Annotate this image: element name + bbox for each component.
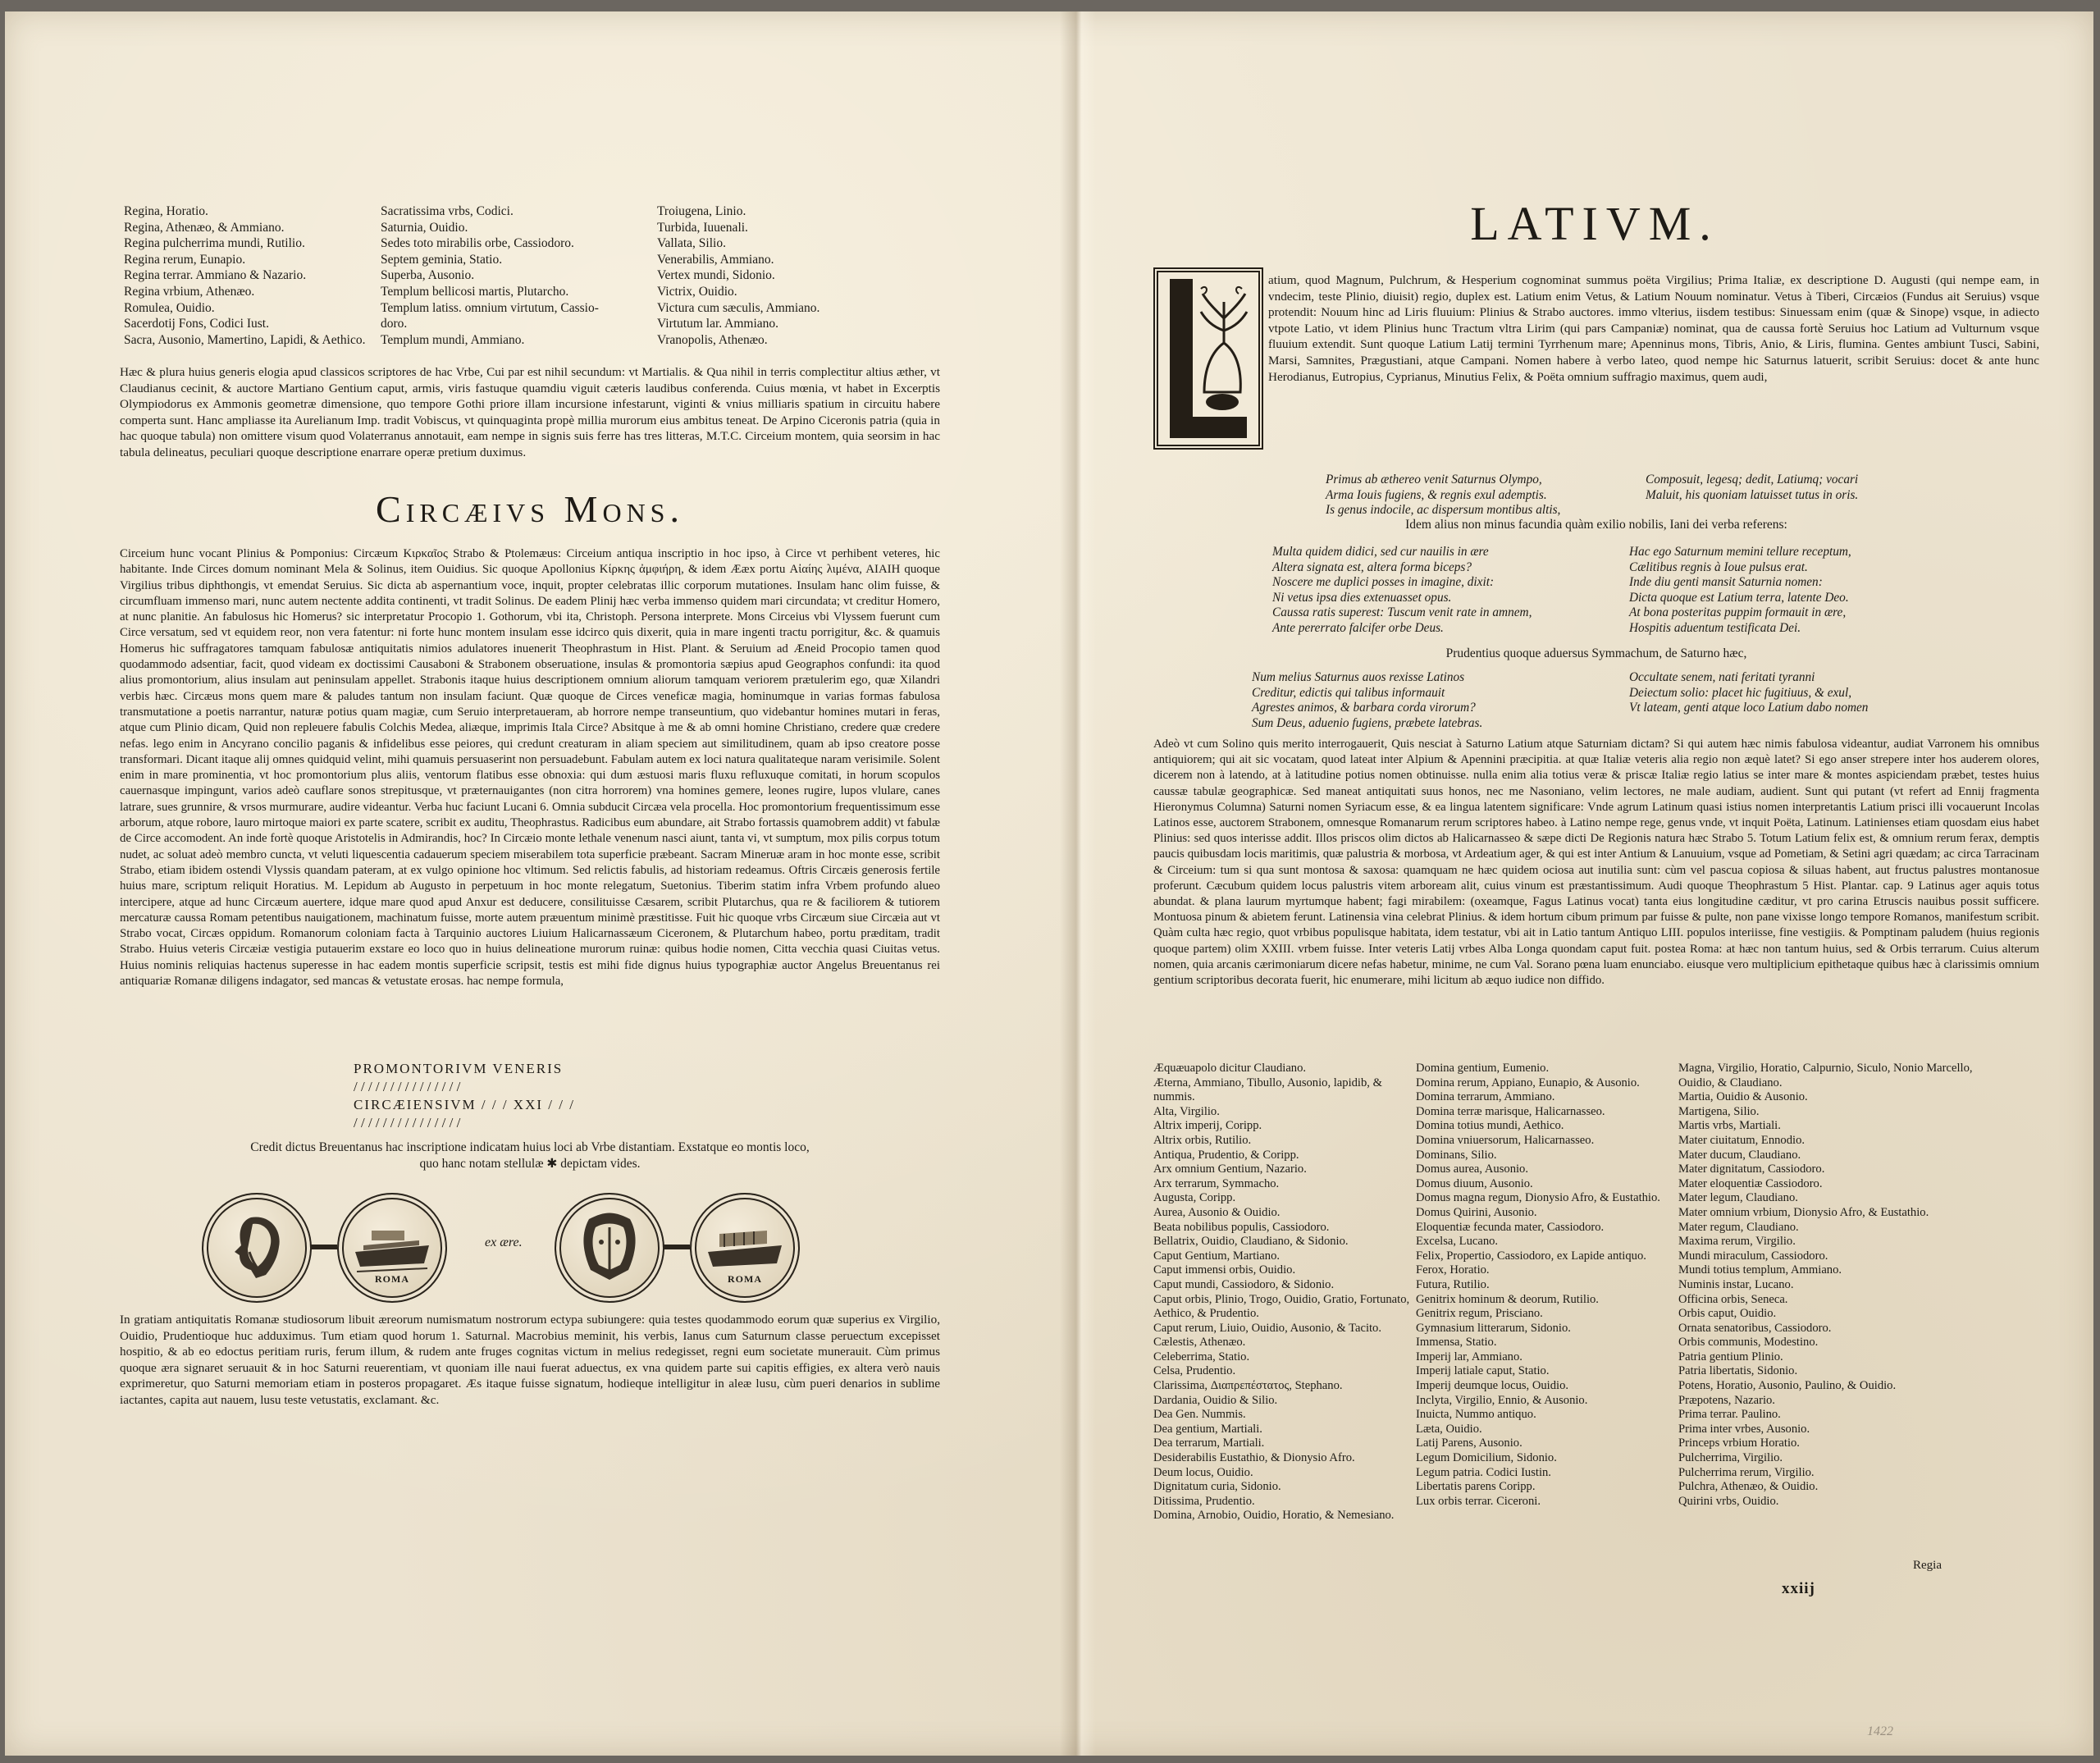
epithet-column-2 <box>381 203 599 348</box>
circaeius-heading: Circæivs Mons. <box>376 488 684 530</box>
epithet-list-item: Martis vrbs, Martiali. <box>1678 1119 1781 1133</box>
verse-line: Occultate senem, nati feritati tyranni <box>1629 670 1815 684</box>
epithet-list-item: Dea gentium, Martiali. <box>1153 1422 1262 1436</box>
janus-head-coin-left <box>202 1193 312 1303</box>
epithet-list-column-1 <box>1153 1062 1432 1523</box>
latium-main-text <box>1153 737 2039 989</box>
epithet-list-item: Domina vniuersorum, Halicarnasseo. <box>1416 1133 1595 1147</box>
epithet-list-item: Dominans, Silio. <box>1416 1148 1497 1162</box>
epithet-list-item: Ornata senatoribus, Cassiodoro. <box>1678 1321 1832 1335</box>
epithet-list-item: Domina terræ marisque, Halicarnasseo. <box>1416 1104 1605 1118</box>
bearded-head-icon <box>203 1194 310 1301</box>
verse-line: Multa quidem didici, sed cur nauilis in ære <box>1272 545 1489 559</box>
verse-line: Deiectum solio: placet hic fugitiuus, & exul, <box>1629 685 1852 700</box>
epithet-list-item: Numinis instar, Lucano. <box>1678 1277 1794 1291</box>
verse-block-2-left <box>1272 545 1532 636</box>
epithet-list-item: Princeps vrbium Horatio. <box>1678 1436 1800 1450</box>
epithet-list-item: Gymnasium litterarum, Sidonio. <box>1416 1321 1571 1335</box>
epithet-list-item: Lux orbis terrar. Ciceroni. <box>1416 1494 1541 1508</box>
epithet-line: Vranopolis, Athenæo. <box>657 332 768 347</box>
epithet-list-item: Mater regum, Claudiano. <box>1678 1220 1799 1234</box>
epithet-list-item: Caput orbis, Plinio, Trogo, Ouidio, Gratio, Fortunato, Aethico, & Prudentio. <box>1153 1292 1410 1321</box>
pencil-annotation: 1422 <box>1867 1724 1893 1738</box>
epithet-line: Vertex mundi, Sidonio. <box>657 268 775 283</box>
coin-legend-roma-2: ROMA <box>728 1273 762 1285</box>
epithet-line: Sacerdotij Fons, Codici Iust. <box>124 317 269 331</box>
epithet-list-item: Mundi miraculum, Cassiodoro. <box>1678 1249 1828 1263</box>
inscription-line-2: / / / / / / / / / / / / / / / <box>354 1079 461 1094</box>
epithet-list-item: Libertatis parens Coripp. <box>1416 1480 1536 1494</box>
folio-number: xxiij <box>1782 1580 1815 1597</box>
intro-paragraph <box>120 364 940 461</box>
verse-line: Arma Iouis fugiens, & regnis exul ademptis. <box>1326 487 1547 502</box>
epithet-line: Troiugena, Linio. <box>657 204 746 218</box>
epithet-list-item: Altrix orbis, Rutilio. <box>1153 1133 1252 1147</box>
inscription-caption-line-1: Credit dictus Breuentanus hac inscriptione indicatam huius loci ab Vrbe distantiam. Exstatque eo montis loco, <box>250 1140 810 1154</box>
verse-line: Inde diu genti mansit Saturnia nomen: <box>1629 575 1823 589</box>
epithet-list-item: Bellatrix, Ouidio, Claudiano, & Sidonio. <box>1153 1235 1349 1249</box>
epithet-line: Sedes toto mirabilis orbe, Cassiodoro. <box>381 236 574 251</box>
epithet-list-item: Genitrix hominum & deorum, Rutilio. <box>1416 1292 1599 1306</box>
verse-line: Altera signata est, altera forma biceps? <box>1272 560 1472 574</box>
verse-line: At bona posteritas puppim formauit in ære, <box>1629 605 1847 619</box>
intro-paragraph-text: Hæc & plura huius generis elogia apud classicos scriptores de hac Vrbe, Cui par est nihil secundum: vt Martialis. & Qua nihil in terris complectitur altius æther, vt Claudianus cecinit, & auctore Martiano Gentium caput, armis, viris fastuque quamdiu viguit cæteris laudibus conferenda. Cuius mœnia, vt habet in Excerptis Olympiodorus ex Ammonis geometræ dimensione, quo tempore Gothi priore illam incursione infestarunt, viginti & vnius milliaris spatium in circuitu habere comperta sunt. Hanc ampliasse ita Aurelianum Imp. tradit Vobiscus, vt quinquaginta propè millia murorum eius ambitus teneat. De Arpino Ciceronis patria (quia in hac quoque tabula) non omittere visum quod Volaterranus annotauit, eam nempe in signis suis ferre has tres litteras, M.T.C. Circeium montem, quia seorsim in hac tabula delineatus, peculiari quoque descriptione enarrare operæ pretium duximus. <box>120 365 940 459</box>
epithet-list-item: Excelsa, Lucano. <box>1416 1235 1499 1249</box>
epithet-list-item: Cælestis, Athenæo. <box>1153 1336 1246 1350</box>
epithet-list-item: Mundi totius templum, Ammiano. <box>1678 1263 1842 1277</box>
verse-line: Noscere me duplici posses in imagine, dixit: <box>1272 575 1495 589</box>
epithet-list-item: Ferox, Horatio. <box>1416 1263 1490 1277</box>
epithet-list-item: Mater ciuitatum, Ennodio. <box>1678 1133 1806 1147</box>
epithet-list-item: Præpotens, Nazario. <box>1678 1393 1775 1407</box>
verse-line: Ni vetus ipsa dies extenuasset opus. <box>1272 590 1452 605</box>
epithet-list-item: Arx terrarum, Symmacho. <box>1153 1176 1280 1190</box>
epithet-list-item: Caput Gentium, Martiano. <box>1153 1249 1281 1263</box>
epithet-line: Victrix, Ouidio. <box>657 284 737 299</box>
verse-block-3-right <box>1629 670 1868 716</box>
epithet-list-item: Dea terrarum, Martiali. <box>1153 1436 1265 1450</box>
epithet-list-item: Caput immensi orbis, Ouidio. <box>1153 1263 1296 1277</box>
epithet-list-item: Magna, Virgilio, Horatio, Calpurnio, Siculo, Nonio Marcello, Ouidio, & Claudiano. <box>1678 1062 1973 1089</box>
epithet-list-item: Pulchra, Athenæo, & Ouidio. <box>1678 1480 1819 1494</box>
epithet-list-item: Orbis caput, Ouidio. <box>1678 1307 1777 1321</box>
epithet-list-item: Domus magna regum, Dionysio Afro, & Eustathio. <box>1416 1191 1660 1205</box>
epithet-list-item: Domina terrarum, Ammiano. <box>1416 1090 1555 1104</box>
epithet-list-item: Orbis communis, Modestino. <box>1678 1336 1819 1350</box>
epithet-line: Regina vrbium, Athenæo. <box>124 284 255 299</box>
epithet-list-item: Prima inter vrbes, Ausonio. <box>1678 1422 1810 1436</box>
epithet-list-item: Antiqua, Prudentio, & Coripp. <box>1153 1148 1299 1162</box>
epithet-list-item: Felix, Propertio, Cassiodoro, ex Lapide antiquo. <box>1416 1249 1646 1263</box>
epithet-list-item: Mater omnium vrbium, Dionysio Afro, & Eustathio. <box>1678 1205 1929 1219</box>
center-fold <box>1060 11 1096 1756</box>
epithet-line: Regina rerum, Eunapio. <box>124 252 246 267</box>
circaeius-main-text-body: Circeium hunc vocant Plinius & Pomponius: Circæum Κιρκαῖος Strabo & Ptolemæus: Circeium antiqua inscriptio in hoc ipso, à Circe vt perhibent veteres, hic habitante. Inde Circes domum nominant Mela & Solinus, item Ouidius. Sic quoque Apollonius Κίρκης ἀμφιήρη, & idem Ææx portu Αἰαίης λιμένα, ΑΙΑΙΗ quoque Virgilius tribus diphthongis, vt emendat Seruius. Sic dicta ab aspernantium voce, inquit, propter celebratas illic corporum mutationes. Insulam hanc olim fuisse, & circumfluam immenso mari, nunc autem nectente addita continenti, vt tradit Solinus. De eadem Plinij hæc verba immenso quidem mari circundata; vt creditur Homero, at nunc planitie. An fabulosus hic Homerus? sic interpretatur Procopio 1. Gothorum, vbi ita, Christoph. Persona interprete. Mons Circeius vbi Vlyssem fuerunt cum Circe versatum, sed vt equidem reor, non vera fatentur: ni forte hunc montem insulam esse idcirco quis dixerit, quia in mare ingenti tractu porrigitur, &c. & quamuis Homerus hic suffragatores tamquam fabulosæ antiquitatis nimios adulatores inuenerit Theophrastum in Hist. Plant. & Seruium ad Æneid Procopio tamen quod quodammodo adsentiar, facit, quod videam ex doctissimi Causaboni & Strabonem obseruatione, insulas & promontoria sæpius apud Geographos confundi: ita quod alius promontorium, alius insulam aut peninsulam appellet. Strabonis itaque huius descriptionem omnium aliorum tamquam veriorem prætulerim ego, quæ Xilandri verbis hæc. Circæus mons quem mare & paludes tantum non insulam faciunt. Quæ quoque de Circes veneficæ magia, hominumque in varias formas fabulosa transmutatione a poetis narrantur, naturæ potius quam magiæ, cum Seruio interpretaueram, ab horrore nempe transeuntium, quo videbantur homines mutari in feras, atque cum Plinio dicam, Quid non repleuere fabulis Colchis Medea, aliæque, imprimis Itala Circe? Absitque à me & ab omni homine Christiano, credere quæ credere nefas. lego enim in Ancyrano concilio paganis & infidelibus esse peiores, qui credunt creaturam in aliam speciem aut similitudinem, quam ab ipso creatore posse transformari. Dicant itaque alij omnes quidquid velint, mihi quamuis persuaserint non persuadebunt. Fabulam autem ex loci natura qualitateque naram verisimile. Solent enim in mare prominentia, vt hoc promontorium plus aliis, ventorum flatibus esse obnoxia: qui dum æstuosi maris fluxu refluxuque comitati, in horum scopulos cauernasque impingunt, varios adeò cauflare sonos strepitusque, vt præternauigantes (non citra horrorem) vna homines gemere, leones rugire, lupos vlulare, canes latrare, sues grunnire, & vrsos murmurare, audire videantur. Verba huc faciunt Lucani 6. Omnia subducit Circæa vela procella. Hoc promontorium frequentissimum esse arborum, atque robore, lauro mirtoque maiori ex parte scatere, scribit ex auditu, Theophrastus. Radicibus eum abundare, ait Strabo fortassis quamobrem addit) vt fabulæ de Circe accomodent. An inde fortè quoque Aristotelis in Admirandis, hoc? In Circæio monte lethale venenum nasci aiunt, tanta vi, vt sumptum, mox pilis corpus totum nudet, ac soluat adeò membro cuncta, vt veluti liquescentia cadauerum speciem miserabilem tota superficie præbeant. Sacram Mineruæ aram in hoc monte esse, scribit Strabo, etiam ibidem ostendi Vlyssis quandam pateram, at ex vulgo opinione hoc vltimum. Sed relictis fabulis, ad historiam redeamus. Oftris Circæis generosis fertile huius mare, scriptum reliquit Horatius. M. Lepidum ab Augusto in perpetuum in hoc monte relegatum, Suetonius. Tiberim statim infra Vrbem profundo alueo intercipere, atque ad hunc Circæum auertere, idque mare quod apud Anxur est deducere, consilituisse Cæsarem, scribit Plutarchus, qua re & faciliorem & tutiorem mercaturæ caussa Romam petentibus nauigationem, machinatum fuisse, morte autem præuentum minimè præstitisse. Fuit hic quoque vrbs Circæum siue Circæia aut vt Strabo vocat, Circæs oppidum. Romanorum coloniam facta à Tarquinio auctores Liuium Halicarnassæum Ciceronem, & Plutarchum habeo, portu præditam, tradit Strabo. Huius veteris Circæiæ vestigia putauerim exstare eo loco quo in huius delineatione murorum ruinæ: quibus hodie nomen, Citta vecchia quasi Ciuitas vetus. Huius nominis reliquias hactenus superesse in hac eadem montis superficie scripsit, testis est mihi fide dignus huius typographiæ auctor Angelus Breuentanus rei antiquariæ Romanæ diligens indagator, sed mancas & vetustate erosas. hac nempe formula, <box>120 547 940 989</box>
epithet-line: Regina terrar. Ammiano & Nazario. <box>124 268 307 283</box>
epithet-line: Venerabilis, Ammiano. <box>657 252 774 267</box>
prow-coin-left <box>337 1193 447 1303</box>
epithet-list-item: Æquæuapolo dicitur Claudiano. <box>1153 1062 1307 1075</box>
epithet-list-item: Domus diuum, Ausonio. <box>1416 1176 1533 1190</box>
roma-epithets-continued <box>120 203 940 355</box>
inscription-line-4: / / / / / / / / / / / / / / / <box>354 1115 461 1130</box>
epithet-list-item: Celsa, Prudentio. <box>1153 1364 1236 1378</box>
catchword: Regia <box>1913 1559 1942 1572</box>
epithet-list-item: Inclyta, Virgilio, Ennio, & Ausonio. <box>1416 1393 1588 1407</box>
epithet-list-item: Domus aurea, Ausonio. <box>1416 1162 1529 1176</box>
epithet-list-item: Patria gentium Plinio. <box>1678 1350 1783 1363</box>
epithet-line: Septem geminia, Statio. <box>381 252 503 267</box>
epithet-list-item: Futura, Rutilio. <box>1416 1277 1490 1291</box>
epithet-list-item: Aurea, Ausonio & Ouidio. <box>1153 1205 1281 1219</box>
latium-intro-text <box>1268 272 2039 385</box>
epithet-line: Romulea, Ouidio. <box>124 300 215 315</box>
coin-legend-roma-1: ROMA <box>375 1273 409 1285</box>
left-page <box>5 11 1060 1756</box>
epithet-list-item: Martia, Ouidio & Ausonio. <box>1678 1090 1808 1104</box>
epithet-list-item: Clarissima, Διαπρεπέστατος, Stephano. <box>1153 1379 1343 1393</box>
epithet-list-item: Dardania, Ouidio & Silio. <box>1153 1393 1278 1407</box>
epithet-list-item: Caput mundi, Cassiodoro, & Sidonio. <box>1153 1277 1335 1291</box>
epithet-list-item: Mater dignitatum, Cassiodoro. <box>1678 1162 1825 1176</box>
epithet-list-item: Domina, Arnobio, Ouidio, Horatio, & Nemesiano. <box>1153 1509 1395 1523</box>
epithet-line: Regina pulcherrima mundi, Rutilio. <box>124 236 305 251</box>
inscription-line-3: CIRCÆIENSIVM / / / XXI / / / <box>354 1097 575 1112</box>
epithet-line: Saturnia, Ouidio. <box>381 220 468 235</box>
epithet-list-item: Genitrix regum, Prisciano. <box>1416 1307 1543 1321</box>
epithet-list-item: Legum patria. Codici Iustin. <box>1416 1465 1551 1479</box>
epithet-list-item: Inuicta, Nummo antiquo. <box>1416 1408 1536 1422</box>
iani-intro-line: Idem alius non minus facundia quàm exilio nobilis, Iani dei verba referens: <box>1405 518 1787 532</box>
coin-illustrations <box>202 1193 858 1304</box>
epithet-list-item: Immensa, Statio. <box>1416 1336 1497 1350</box>
verse-line: Primus ab æthereo venit Saturnus Olympo, <box>1326 473 1542 486</box>
epithet-list-item: Eloquentiæ fecunda mater, Cassiodoro. <box>1416 1220 1605 1234</box>
epithet-list-item: Martigena, Silio. <box>1678 1104 1760 1118</box>
latium-intro-text-body: atium, quod Magnum, Pulchrum, & Hesperium cognominat summus poëta Virgilius; Prima Italiæ, ex descriptione D. Augusti (qui nempe eam, in vndecim, teste Plinio, diuisit) regio, duplex est. Latium enim Vetus, & Latium Nouum nominatur. Vetus à Tiberi, Circæios (Fundus ait Seruius) vsque protendit: Nouum hinc ad Liris fluuium: Plinius & Strabo auctores. immo vlterius, iisdem testibus: Sinuessam enim (quæ & Sinope) vsque, in adiecto vtpote Latio, vt idem Plinius hunc Tractum vltra Lirim (qui pars Campaniæ) nominat, qua de caussa fortè Seruius hoc Latium ad Vulturnum vsque fluuium extendit. Sunt quoque Latium Latij termini Tyrrhenum mare; Apenninus mons, Tibris, Anio, & Liris, flumina. Gentes ambiunt Tusci, Sabini, Marsi, Samnites, Prægustiani, atque Campani. Nomen habere à verbo lateo, quod nempe hic Saturnus latuerit, scribit Seruius: docet & ante hunc Herodianus, Eutropius, Cyprianus, Minutius Felix, & Poëta omnium suffragio maximus, quem audi, <box>1268 273 2039 384</box>
ex-aere-label: ex ære. <box>485 1235 523 1249</box>
epithet-list-item: Domina gentium, Eumenio. <box>1416 1062 1550 1075</box>
verse-line: Ante pererrato falcifer orbe Deus. <box>1272 620 1444 635</box>
epithet-list-item: Caput rerum, Liuio, Ouidio, Ausonio, & Tacito. <box>1153 1321 1381 1335</box>
janus-head-coin-right <box>555 1193 664 1303</box>
verse-line: Cælitibus regnis à Ioue pulsus erat. <box>1629 560 1808 574</box>
prow-coin-right <box>690 1193 800 1303</box>
epithet-list-item: Mater ducum, Claudiano. <box>1678 1148 1801 1162</box>
roma-epithets-list <box>1153 1062 2064 1554</box>
closing-paragraph <box>120 1312 940 1409</box>
verse-line: Agrestes animos, & barbara corda virorum? <box>1252 701 1476 715</box>
verse-line: Sum Deus, aduenio fugiens, præbete latebras. <box>1252 715 1483 730</box>
verse-block-1-right <box>1646 473 1858 503</box>
epithet-list-item: Officina orbis, Seneca. <box>1678 1292 1788 1306</box>
verse-line: Num melius Saturnus auos rexisse Latinos <box>1252 670 1465 684</box>
epithet-list-item: Domina rerum, Appiano, Eunapio, & Ausonio. <box>1416 1076 1640 1089</box>
epithet-list-item: Deum locus, Ouidio. <box>1153 1465 1253 1479</box>
epithet-list-item: Imperij lar, Ammiano. <box>1416 1350 1522 1363</box>
epithet-list-item: Celeberrima, Statio. <box>1153 1350 1250 1363</box>
epithet-line: Regina, Horatio. <box>124 204 208 218</box>
epithet-list-item: Æterna, Ammiano, Tibullo, Ausonio, lapidib, & <box>1153 1076 1382 1089</box>
closing-paragraph-text: In gratiam antiquitatis Romanæ studiosorum libuit æreorum numismatum nostrorum ectypa subiungere: quia testes quodammodo eorum quæ superius ex Virgilio, Ouidio, Prudentioque huc adduximus. Tum etiam quod horum 1. Saturnal. Macrobius meminit, his verbis, Ianus cum Saturnum classe peruectum excepisset hospitio, & ab eo edoctus peritiam ruris, ferum illum, & rudem ante fruges cognitas victum in melius redegisset, regni eum societate munerauit. Cùm primus quoque æra signaret seruauit & in hoc Saturni reuerentiam, vt quoniam ille naui fuerat aduectus, ex vna quidem parte sui capitis effigies, ex altera verò nauis exprimeretur, quo Saturni memoriam etiam in posteros propagaret. Æs itaque fuisse signatum, hodieque intelligitur in aleæ lusu, cùm pueri denarios in sublime iactantes, capita aut nauem, lusu teste vetustatis, exclamant. &c. <box>120 1313 940 1407</box>
latium-main-text-body: Adeò vt cum Solino quis merito interrogauerit, Quis nesciat à Saturno Latium atque Saturniam dictam? Si qui autem hæc nimis fabulosa videantur, audiat Varronem his omnibus antiquiorem; qui ait sic vocatam, quod lateat inter Alpium & Apennini præcipitia. at quæ Italiæ veteris alia regio non æquè latet? Si ego anser strepere inter hos auderem olores, dicerem non à latendo, at à latitudine potius nomen obtinuisse. nulla enim alia totius veræ & priscæ Italiæ regio latius se inter mare & montes aspiciendam præbet, testes huius caussæ tabulæ geographicæ. Sed maneat antiquitati suus honos, nec me Nasoniano, velim lectores, ne male audiam, audient. Sunt qui putant (vt refert ad Ennij fragmenta Hieronymus Columna) Saturni nomen Syriacum esse, & ea lingua latentem significare: Vnde agrum Latinum quasi istius nomen interpretantis Latium prisci illi vocauerunt Incolas Latinos esse, auctorem Strabonem, omnesque Romanarum rerum scriptores habeo. à Latino nempe rege, genus vnde, vt inquit Poëta, Latinum. Latinienses etiam quosdam eius habet Plinius: sed quos interisse addit. Illos priscos olim dictos ab Halicarnasseo & sæpe dicti De Regionis natura hæc Strabo 5. Totum Latium felix est, & omnium rerum ferax, demptis paucis quibusdam locis maritimis, quæ palustria & morbosa, vt Ardeatium ager, & qui est inter Antium & Lanuuium, vsque ad Pometiam, & Setini agri quædam; ac circa Tarracinam & Circeium: tum si qua sunt montosa & saxosa: quamquam ne hæc quidem ociosa aut inutilia sunt: cùm vel pascua copiosa & siluas habent, aut fructus palustres montanosue proferunt. Cæcubum quidem locus palustris vitem arboream alit, cuius vinum est præstantissimum. Audi quoque Theophrastum 5 Hist. Plantar. cap. 9 Latinus ager aquis totus abundat. & plana laurum myrtumque habent; fagi mirabilem: (oxeamque, Fagus Latinus vocat) tanta eius longitudine cæditur, vt pro carina Etruscis nauibus possit sufficere. Montuosa pinum & abietem ferunt. Latinensia vina celebrat Plinius. & idem hortum cibum primum par fuisse & pulte, non pane vixisse longo tempore Romanos, manifestum scribit. Quàm culta hæc regio, quot vrbibus populisque habitata, idem testatur, vbi ait in Latio tantum Antiquo LIII. populos interiisse, fine vestigiis. & Pomptinam paludem (huius regionis quoque partem) olim XXIII. vrbem fuisse. Inter veteris Latij vrbes Alba Longa quondam caput fuit. postea Roma: at hæc non tantum huius, sed & Orbis terrarum. Cuius alterum nomen, quia arcanis cærimoniarum dicere nefas habetur, minime, ne cum Val. Sorano pœna luam enunciabo. eiusque vero multiplicium epithetaque quibus hæc à clarissimis omnium gentium scriptoribus decorata fuerit, hic enumerare, mihi licitum ab æquo iudice non diffido. <box>1153 738 2039 988</box>
verse-line: Hac ego Saturnum memini tellure receptum, <box>1629 545 1851 559</box>
epithet-list-item: Potens, Horatio, Ausonio, Paulino, & Ouidio. <box>1678 1379 1897 1393</box>
epithet-line: Templum bellicosi martis, Plutarcho. <box>381 284 569 299</box>
epithet-list-item: Augusta, Coripp. <box>1153 1191 1236 1205</box>
inscription-caption-line-2: quo hanc notam stellulæ ✱ depictam vides. <box>419 1157 641 1171</box>
epithet-list-item: nummis. <box>1153 1090 1195 1104</box>
epithet-list-item: Domus Quirini, Ausonio. <box>1416 1205 1537 1219</box>
epithet-list-item: Imperij deumque locus, Ouidio. <box>1416 1379 1569 1393</box>
epithet-list-item: Prima terrar. Paulino. <box>1678 1408 1781 1422</box>
epithet-list-item: Patria libertatis, Sidonio. <box>1678 1364 1798 1378</box>
epithet-list-item: Arx omnium Gentium, Nazario. <box>1153 1162 1307 1176</box>
prudentius-intro-line: Prudentius quoque aduersus Symmachum, de Saturno hæc, <box>1445 646 1747 660</box>
verse-block-2-right <box>1629 545 1851 636</box>
epithet-list-item: Altrix imperij, Coripp. <box>1153 1119 1262 1133</box>
verse-block-3-left <box>1252 670 1482 731</box>
verse-line: Caussa ratis superest: Tuscum venit rate in amnem, <box>1272 605 1532 619</box>
epithet-list-item: Dignitatum curia, Sidonio. <box>1153 1480 1281 1494</box>
epithet-line: Superba, Ausonio. <box>381 268 475 283</box>
promontorium-inscription <box>354 1060 665 1132</box>
epithet-list-item: Quirini vrbs, Ouidio. <box>1678 1494 1779 1508</box>
circaeius-main-text <box>120 546 940 989</box>
epithet-line: Turbida, Iuuenali. <box>657 220 748 235</box>
epithet-list-item: Desiderabilis Eustathio, & Dionysio Afro. <box>1153 1451 1355 1465</box>
verse-line: Dicta quoque est Latium terra, latente Deo. <box>1629 590 1849 605</box>
epithet-line: Victura cum sæculis, Ammiano. <box>657 300 820 315</box>
epithet-line: Templum latiss. omnium virtutum, Cassio- <box>381 300 599 315</box>
paper-sheet <box>5 11 2093 1756</box>
epithet-list-item: Mater legum, Claudiano. <box>1678 1191 1798 1205</box>
decorated-letter-l-icon <box>1155 269 1262 448</box>
epithet-column-3 <box>657 203 819 348</box>
verse-line: Vt lateam, genti atque loco Latium dabo nomen <box>1629 701 1869 715</box>
epithet-list-item: Maxima rerum, Virgilio. <box>1678 1235 1796 1249</box>
epithet-list-item: Pulcherrima, Virgilio. <box>1678 1451 1783 1465</box>
epithet-list-item: Legum Domicilium, Sidonio. <box>1416 1451 1557 1465</box>
epithet-list-item: Dea Gen. Nummis. <box>1153 1408 1246 1422</box>
epithet-list-item: Imperij latiale caput, Statio. <box>1416 1364 1550 1378</box>
epithet-line: Sacratissima vrbs, Codici. <box>381 204 514 218</box>
epithet-list-item: Ditissima, Prudentio. <box>1153 1494 1255 1508</box>
epithet-list-item: Pulcherrima rerum, Virgilio. <box>1678 1465 1815 1479</box>
epithet-list-item: Mater eloquentiæ Cassiodoro. <box>1678 1176 1823 1190</box>
verse-line: Composuit, legesq; dedit, Latiumq; vocari <box>1646 473 1859 486</box>
verse-line: Maluit, his quoniam latuisset tutus in oris. <box>1646 487 1859 502</box>
epithet-line: Virtutum lar. Ammiano. <box>657 317 779 331</box>
epithet-list-column-3 <box>1678 1062 1982 1509</box>
epithet-list-item: Domina totius mundi, Aethico. <box>1416 1119 1564 1133</box>
ornamental-initial-L <box>1153 267 1263 450</box>
epithet-column-1 <box>124 203 365 348</box>
verse-line: Creditur, edictis qui talibus informauit <box>1252 685 1445 700</box>
epithet-list-item: Læta, Ouidio. <box>1416 1422 1482 1436</box>
epithet-list-item: Alta, Virgilio. <box>1153 1104 1220 1118</box>
epithet-line: Vallata, Silio. <box>657 236 726 251</box>
epithet-list-column-2 <box>1416 1062 1695 1509</box>
verse-line: Hospitis aduentum testificata Dei. <box>1629 620 1801 635</box>
verse-line: Is genus indocile, ac dispersum montibus altis, <box>1326 503 1561 517</box>
inscription-caption <box>120 1140 940 1172</box>
epithet-line: doro. <box>381 317 408 331</box>
verse-block-1-left <box>1326 473 1560 518</box>
epithet-list-item: Beata nobilibus populis, Cassiodoro. <box>1153 1220 1330 1234</box>
inscription-line-1: PROMONTORIVM VENERIS <box>354 1061 564 1076</box>
janus-head-icon <box>556 1194 663 1301</box>
latium-title: LATIVM. <box>1470 197 1719 250</box>
epithet-line: Regina, Athenæo, & Ammiano. <box>124 220 285 235</box>
epithet-line: Templum mundi, Ammiano. <box>381 332 525 347</box>
epithet-line: Sacra, Ausonio, Mamertino, Lapidi, & Aethico. <box>124 332 366 347</box>
epithet-list-item: Latij Parens, Ausonio. <box>1416 1436 1522 1450</box>
